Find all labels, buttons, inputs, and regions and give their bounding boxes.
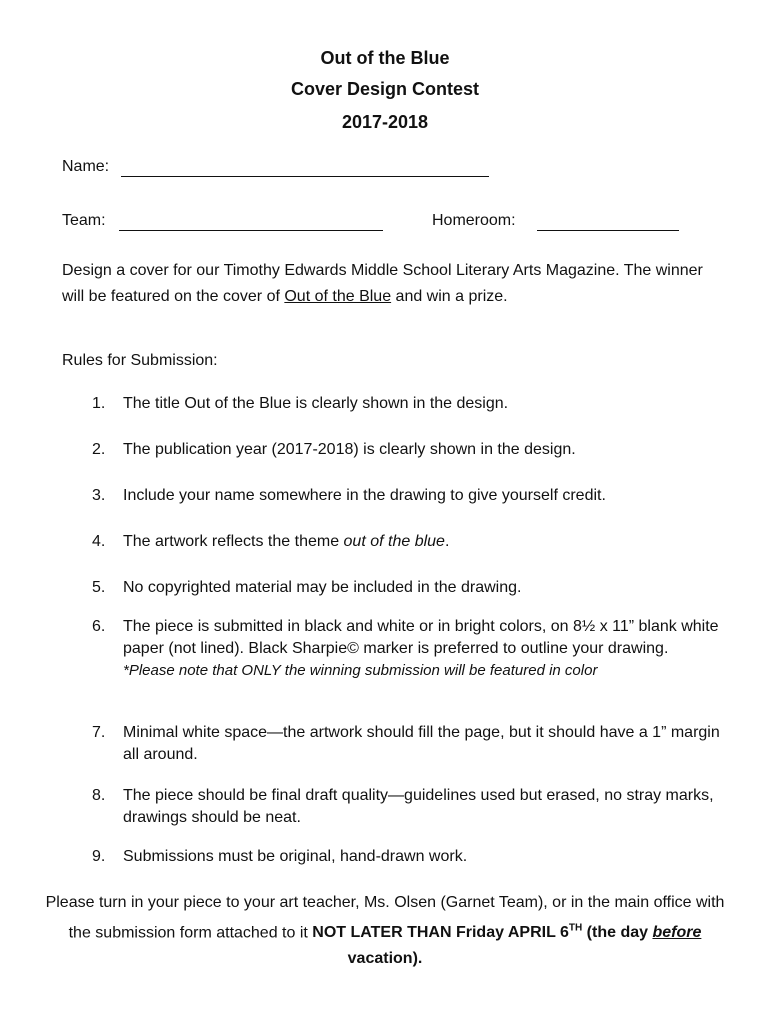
deadline-paren-after: vacation). [347,950,423,968]
rule-text: The piece is submitted in black and white or in bright colors, on 8½ x 11” blank white paper (not lined). Black Sharpie© marker is preferred to outline your drawing. [123,618,719,657]
rule-number: 9. [92,848,106,865]
deadline-date: NOT LATER THAN Friday APRIL 6 [312,924,569,942]
team-blank[interactable] [119,230,383,231]
rule-number: 2. [92,441,106,458]
closing-text: Please turn in your piece to your art teacher, Ms. Olsen (Garnet Team), or in the main office with the submission form attached to it [45,894,725,942]
rule-text-after: . [444,533,450,550]
title-magazine: Out of the Blue [320,48,450,68]
intro-text-after: and win a prize. [391,288,508,305]
rule-text [123,531,723,553]
rule-text: The publication year (2017-2018) is clearly shown in the design. [123,441,576,458]
team-label: Team: [62,212,106,229]
deadline-ordinal: TH [568,923,583,934]
intro-text-before: Design a cover for our Timothy Edwards Middle School Literary Arts Magazine. The winner will be featured on the cover of [62,262,703,305]
rule-number: 7. [92,724,106,741]
title-year: 2017-2018 [341,112,429,132]
rule-text: No copyrighted material may be included in the drawing. [123,579,522,596]
rule-number: 4. [92,533,106,550]
rule-text: Submissions must be original, hand-drawn work. [123,848,468,865]
deadline-before-word: before [652,924,702,942]
intro-magazine-title: Out of the Blue [284,288,392,305]
rule-text: Minimal white space—the artwork should fill the page, but it should have a 1” margin all around. [123,724,720,763]
rule-theme-italic: out of the blue [343,533,445,550]
rule-number: 8. [92,787,106,804]
deadline-paren-before: (the day [582,924,653,942]
rule-number: 1. [92,395,106,412]
rules-heading: Rules for Submission: [62,352,218,369]
title-contest: Cover Design Contest [290,79,480,99]
rule-text: The title Out of the Blue is clearly shown in the design. [123,395,509,412]
rule-text: The piece should be final draft quality—guidelines used but erased, no stray marks, drawings should be neat. [123,787,714,826]
rule-text: Include your name somewhere in the drawing to give yourself credit. [123,487,606,504]
closing-paragraph [40,890,730,972]
name-label: Name: [62,158,110,175]
homeroom-label: Homeroom: [432,212,516,229]
name-blank[interactable] [121,176,489,177]
rule-number: 6. [92,618,106,635]
rule-number: 3. [92,487,106,504]
intro-paragraph [62,258,722,310]
deadline-bold [312,924,701,967]
homeroom-blank[interactable] [537,230,679,231]
rule-text-block [123,616,723,682]
rule-number: 5. [92,579,106,596]
rule-text-before: The artwork reflects the theme [123,533,344,550]
rule-note: *Please note that ONLY the winning submission will be featured in color [123,662,598,679]
